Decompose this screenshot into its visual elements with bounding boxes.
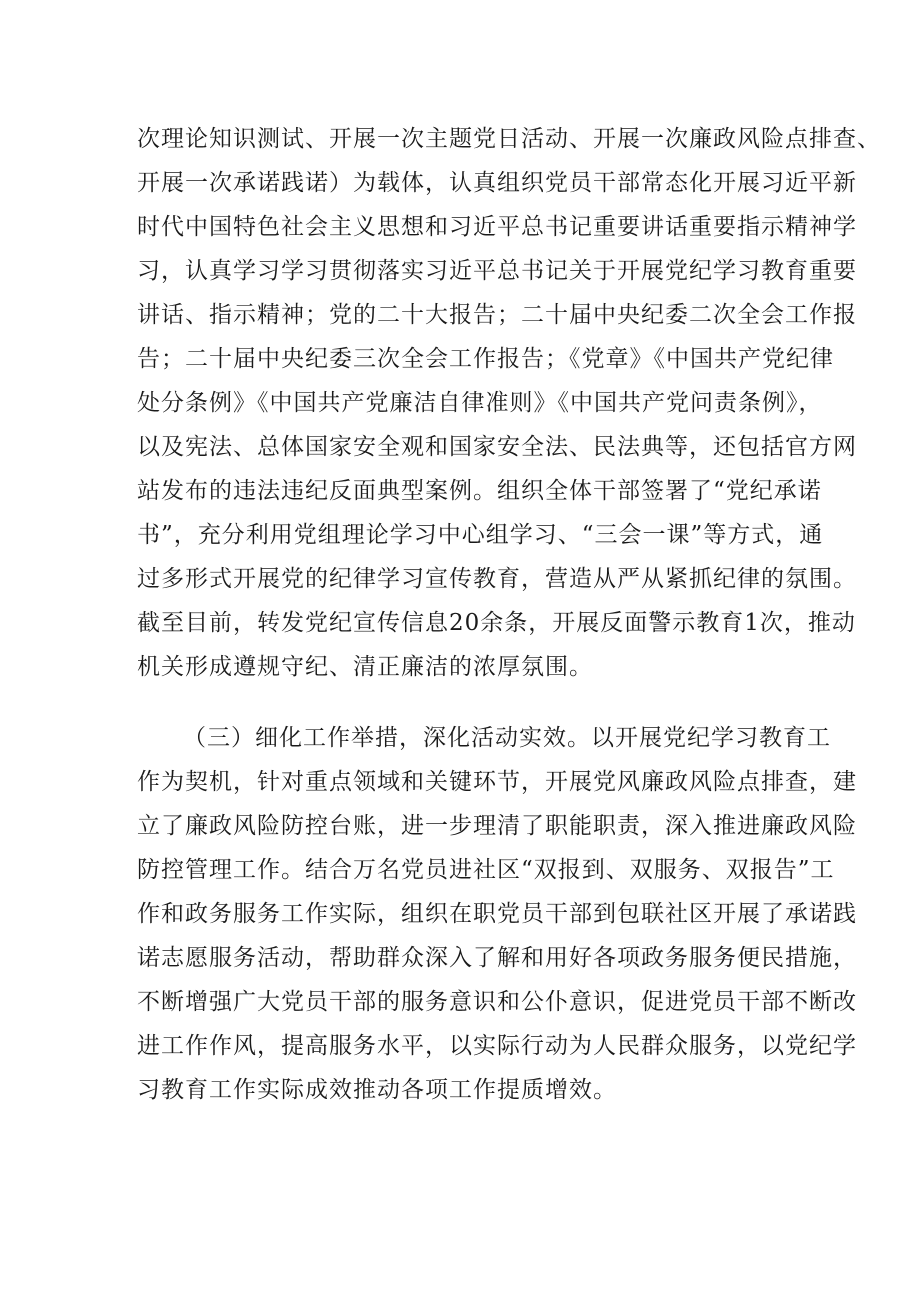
- text-line: 以及宪法、总体国家安全观和国家安全法、民法典等，还包括官方网: [137, 434, 857, 460]
- text-line: 习，认真学习学习贯彻落实习近平总书记关于开展党纪学习教育重要: [137, 258, 857, 284]
- text-line: 站发布的违法违纪反面典型案例。组织全体干部签署了“党纪承诺: [137, 478, 822, 504]
- text-line: 机关形成遵规守纪、清正廉洁的浓厚氛围。: [137, 654, 593, 680]
- text-line: 进工作作风，提高服务水平，以实际行动为人民群众服务，以党纪学: [137, 1033, 857, 1059]
- text-line: 立了廉政风险防控台账，进一步理清了职能职责，深入推进廉政风险: [137, 813, 857, 839]
- text-line: 讲话、指示精神；党的二十大报告；二十届中央纪委二次全会工作报: [137, 302, 857, 328]
- text-line: 截至目前，转发党纪宣传信息20余条，开展反面警示教育1次，推动: [137, 610, 856, 636]
- text-line: 习教育工作实际成效推动各项工作提质增效。: [137, 1077, 617, 1103]
- section-heading-line: （三）细化工作举措，深化活动实效。以开展党纪学习教育工: [183, 725, 831, 751]
- text-line: 处分条例》《中国共产党廉洁自律准则》《中国共产党问责条例》，: [137, 390, 823, 416]
- text-line: 次理论知识测试、开展一次主题党日活动、开展一次廉政风险点排查、: [137, 126, 881, 152]
- text-line: 过多形式开展党的纪律学习宣传教育，营造从严从紧抓纪律的氛围。: [137, 566, 857, 592]
- text-line: 告；二十届中央纪委三次全会工作报告；《党章》《中国共产党纪律: [137, 346, 834, 372]
- text-line: 作和政务服务工作实际，组织在职党员干部到包联社区开展了承诺践: [137, 901, 857, 927]
- text-line: 时代中国特色社会主义思想和习近平总书记重要讲话重要指示精神学: [137, 214, 857, 240]
- text-line: 书”，充分利用党组理论学习中心组学习、“三会一课”等方式，通: [137, 522, 824, 548]
- text-line: 不断增强广大党员干部的服务意识和公仆意识，促进党员干部不断改: [137, 989, 857, 1015]
- text-line: 诺志愿服务活动，帮助群众深入了解和用好各项政务服务便民措施，: [137, 945, 857, 971]
- text-line: 开展一次承诺践诺）为载体，认真组织党员干部常态化开展习近平新: [137, 170, 857, 196]
- text-line: 防控管理工作。结合万名党员进社区“双报到、双服务、双报告”工: [137, 857, 835, 883]
- text-line: 作为契机，针对重点领域和关键环节，开展党风廉政风险点排查，建: [137, 769, 857, 795]
